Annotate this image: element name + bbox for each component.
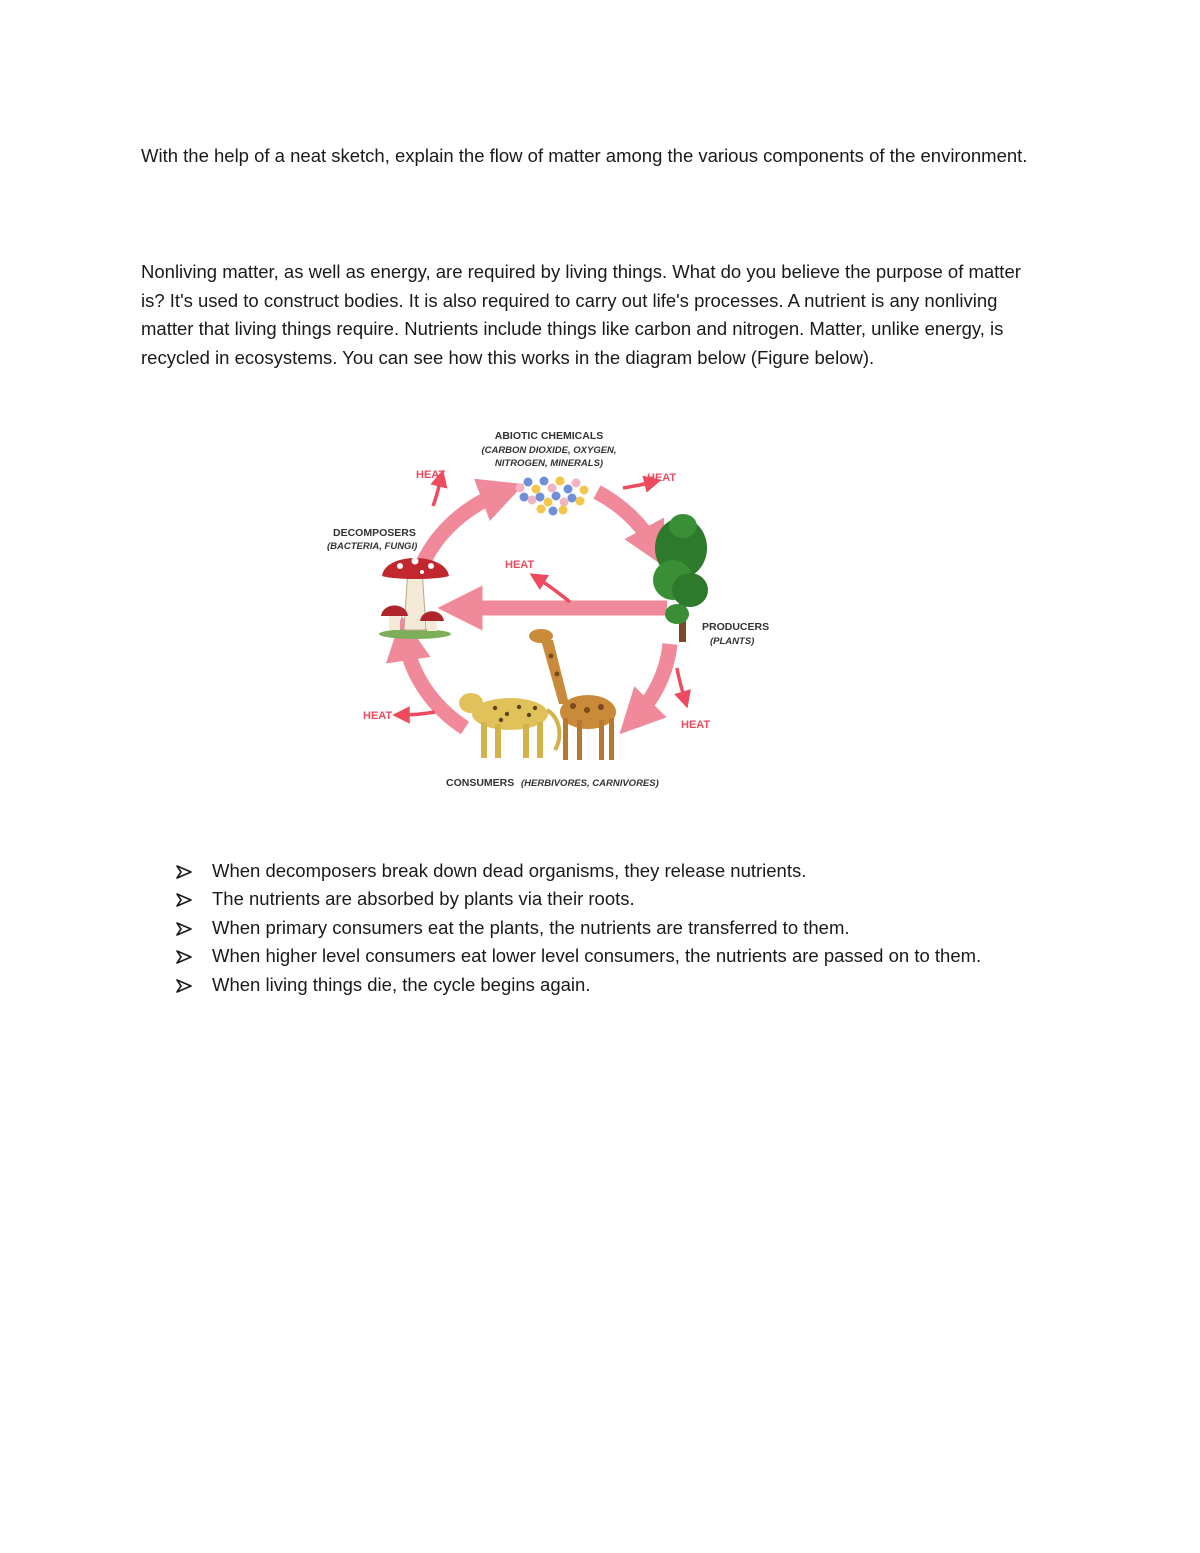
list-item [172, 857, 1072, 885]
bullet-text: When living things die, the cycle begins again. [212, 973, 591, 995]
matter-cycle-figure [305, 418, 785, 800]
bullet-text: When decomposers break down dead organisms, they release nutrients. [212, 860, 807, 881]
heat-label-top-right: HEAT [647, 472, 677, 484]
decomposers-title: DECOMPOSERS [333, 527, 416, 539]
heat-label-bottom-right: HEAT [681, 719, 711, 731]
arrow-bullet-icon [176, 950, 192, 964]
list-item [172, 914, 1072, 942]
cycle-arrow-bottom-right [635, 644, 670, 718]
abiotic-title: ABIOTIC CHEMICALS [494, 430, 604, 442]
abiotic-detail-1: (CARBON DIOXIDE, OXYGEN, [481, 445, 617, 456]
arrow-bullet-icon [176, 922, 192, 936]
list-item [172, 942, 1072, 970]
intro-paragraph: Nonliving matter, as well as energy, are required by living things. What do you believe the purpose of matter is? It's used to construct bodies. It is also required to carry out life's processes. A nutrient is any nonliving matter that living things require. Nutrients include things like carbon and nitrogen. Matter, unlike energy, is recycled in ecosystems. You can see how this works in the diagram below (Figure below). [141, 261, 1021, 368]
bullet-list [172, 857, 1072, 999]
bullet-text: When primary consumers eat the plants, the nutrients are transferred to them. [212, 916, 850, 938]
producers-detail: (PLANTS) [710, 636, 755, 647]
question-paragraph: With the help of a neat sketch, explain the flow of matter among the various components of the environment. [141, 145, 1028, 166]
mushroom-icon [379, 558, 451, 640]
producers-title: PRODUCERS [702, 621, 770, 633]
list-item [172, 885, 1072, 913]
heat-label-bottom-left: HEAT [363, 710, 393, 722]
bullet-text: The nutrients are absorbed by plants via their roots. [212, 888, 635, 910]
arrow-bullet-icon [176, 865, 192, 879]
consumers-title: CONSUMERS [446, 777, 515, 789]
tree-icon [653, 514, 708, 642]
heat-label-center: HEAT [505, 559, 535, 571]
consumers-detail: (HERBIVORES, CARNIVORES) [521, 778, 659, 789]
decomposers-detail: (BACTERIA, FUNGI) [327, 541, 418, 552]
heat-label-top-left: HEAT [416, 469, 446, 481]
arrow-bullet-icon [176, 979, 192, 993]
bullet-text: When higher level consumers eat lower level consumers, the nutrients are passed on to them. [212, 945, 982, 967]
abiotic-molecules [516, 477, 589, 516]
cycle-arrow-top-right [597, 492, 655, 548]
list-item [172, 971, 1072, 999]
abiotic-detail-2: NITROGEN, MINERALS) [494, 458, 604, 469]
leopard-icon [459, 693, 559, 758]
arrow-bullet-icon [176, 893, 192, 907]
